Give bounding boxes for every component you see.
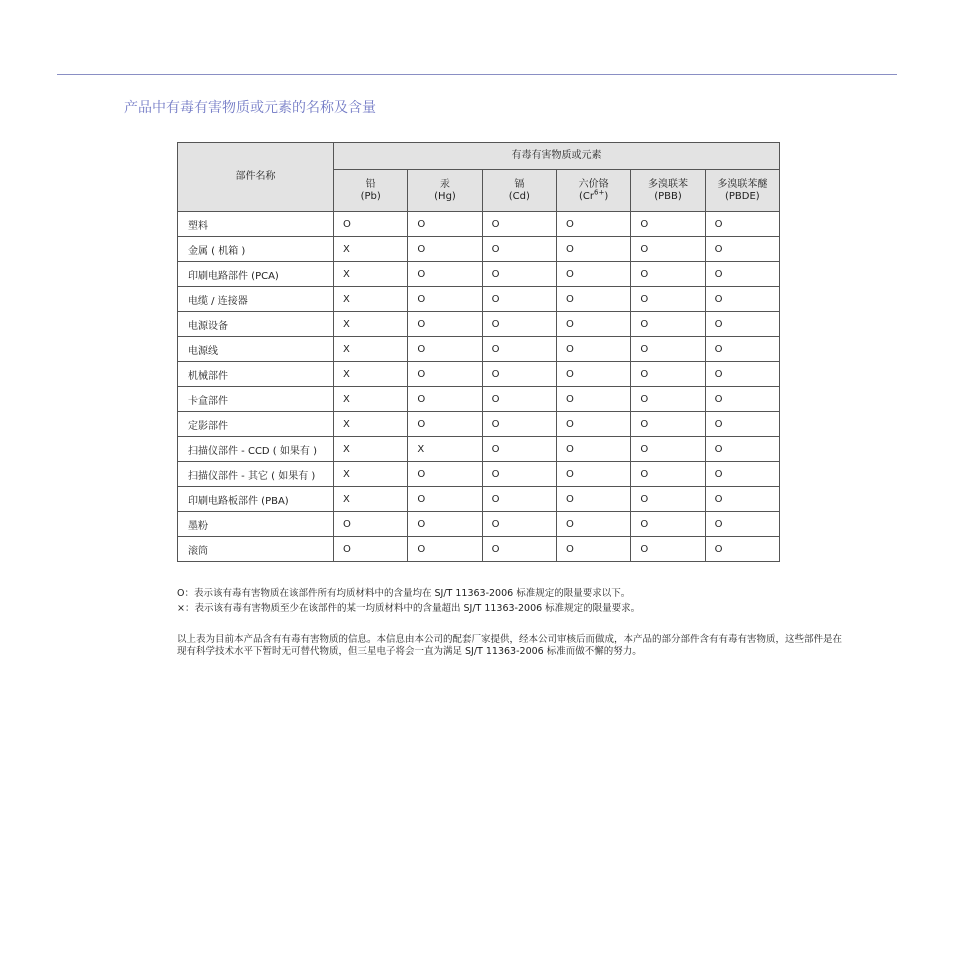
table-body	[178, 212, 780, 562]
element-header	[334, 170, 408, 212]
part-name-cell: 扫描仪部件 - CCD ( 如果有 )	[178, 437, 334, 462]
substance-status-cell: O	[482, 312, 556, 337]
element-header	[556, 170, 630, 212]
part-name-header: 部件名称	[178, 143, 334, 212]
substance-status-cell: O	[556, 262, 630, 287]
substance-status-cell: O	[705, 512, 779, 537]
substance-status-cell: O	[705, 487, 779, 512]
substance-status-cell: X	[334, 412, 408, 437]
substance-status-cell: O	[631, 262, 705, 287]
substance-group-header: 有毒有害物质或元素	[334, 143, 780, 170]
substance-status-cell: O	[556, 387, 630, 412]
substance-status-cell: O	[408, 387, 482, 412]
table-row	[178, 512, 780, 537]
substance-status-cell: O	[556, 412, 630, 437]
table-row	[178, 387, 780, 412]
substance-status-cell: O	[482, 462, 556, 487]
substance-status-cell: X	[334, 387, 408, 412]
substance-status-cell: X	[408, 437, 482, 462]
substance-status-cell: O	[408, 412, 482, 437]
substance-status-cell: O	[705, 387, 779, 412]
substance-status-cell: O	[705, 462, 779, 487]
substance-status-cell: O	[705, 412, 779, 437]
element-name: 汞	[439, 178, 450, 190]
substance-status-cell: O	[482, 412, 556, 437]
part-name-cell: 机械部件	[178, 362, 334, 387]
substance-status-cell: O	[705, 337, 779, 362]
element-header	[408, 170, 482, 212]
substance-status-cell: O	[408, 212, 482, 237]
substance-status-cell: O	[705, 262, 779, 287]
substance-status-cell: O	[705, 312, 779, 337]
substance-status-cell: O	[408, 237, 482, 262]
substance-status-cell: O	[482, 212, 556, 237]
substance-status-cell: O	[482, 387, 556, 412]
substance-status-cell: O	[556, 362, 630, 387]
substance-status-cell: X	[334, 337, 408, 362]
legend-note-x: ×：表示该有毒有害物质至少在该部件的某一均质材料中的含量超出 SJ/T 11363-2006 标准规定的限量要求。	[177, 603, 641, 614]
table-row	[178, 412, 780, 437]
substance-status-cell: X	[334, 262, 408, 287]
substance-status-cell: O	[631, 487, 705, 512]
substance-status-cell: O	[705, 287, 779, 312]
substance-status-cell: O	[408, 512, 482, 537]
substance-status-cell: O	[631, 312, 705, 337]
table-row	[178, 362, 780, 387]
part-name-cell: 塑料	[178, 212, 334, 237]
substance-status-cell: O	[556, 512, 630, 537]
part-name-cell: 电源设备	[178, 312, 334, 337]
hazardous-substances-table	[177, 142, 780, 562]
page-title: 产品中有毒有害物质或元素的名称及含量	[124, 100, 376, 116]
substance-status-cell: O	[334, 512, 408, 537]
element-symbol: (Cd)	[508, 190, 530, 202]
substance-status-cell: O	[631, 537, 705, 562]
substance-status-cell: O	[631, 462, 705, 487]
part-name-cell: 电缆 / 连接器	[178, 287, 334, 312]
substance-status-cell: O	[631, 287, 705, 312]
table-row	[178, 237, 780, 262]
table-row	[178, 337, 780, 362]
substance-status-cell: O	[556, 212, 630, 237]
substance-status-cell: X	[334, 287, 408, 312]
part-name-cell: 电源线	[178, 337, 334, 362]
substance-status-cell: O	[556, 312, 630, 337]
substance-status-cell: O	[705, 537, 779, 562]
substance-status-cell: O	[408, 362, 482, 387]
table-row	[178, 487, 780, 512]
substance-status-cell: O	[482, 487, 556, 512]
substance-status-cell: O	[334, 537, 408, 562]
element-name: 镉	[514, 178, 525, 190]
table-row	[178, 312, 780, 337]
substance-status-cell: O	[482, 537, 556, 562]
part-name-cell: 卡盒部件	[178, 387, 334, 412]
element-header	[631, 170, 705, 212]
substance-status-cell: O	[556, 462, 630, 487]
substance-status-cell: O	[408, 287, 482, 312]
substance-status-cell: O	[631, 437, 705, 462]
substance-status-cell: O	[482, 512, 556, 537]
top-divider	[57, 74, 897, 75]
substance-status-cell: O	[705, 212, 779, 237]
substance-status-cell: O	[482, 237, 556, 262]
part-name-cell: 扫描仪部件 - 其它 ( 如果有 )	[178, 462, 334, 487]
element-symbol-superscript: 6+	[594, 188, 605, 197]
substance-status-cell: X	[334, 487, 408, 512]
summary-paragraph: 以上表为目前本产品含有有毒有害物质的信息。本信息由本公司的配套厂家提供，经本公司审核后而做成，本产品的部分部件含有有毒有害物质，这些部件是在现有科学技术水平下暂时无可替代物质，但三星电子将会一直为满足 SJ/T 11363-2006 标准而做不懈的努力。	[177, 634, 843, 657]
substance-status-cell: O	[408, 462, 482, 487]
element-header	[482, 170, 556, 212]
substance-status-cell: O	[705, 437, 779, 462]
substance-status-cell: O	[631, 512, 705, 537]
table-row	[178, 462, 780, 487]
table-row	[178, 287, 780, 312]
substance-status-cell: O	[556, 487, 630, 512]
substance-status-cell: O	[482, 287, 556, 312]
table-row	[178, 262, 780, 287]
element-symbol: (Hg)	[434, 190, 456, 202]
substance-status-cell: O	[556, 237, 630, 262]
substance-status-cell: X	[334, 362, 408, 387]
part-name-cell: 金属 ( 机箱 )	[178, 237, 334, 262]
element-symbol	[557, 188, 630, 203]
substance-status-cell: O	[556, 337, 630, 362]
substance-status-cell: X	[334, 237, 408, 262]
legend-note-o: O：表示该有毒有害物质在该部件所有均质材料中的含量均在 SJ/T 11363-2006 标准规定的限量要求以下。	[177, 588, 631, 599]
substance-status-cell: X	[334, 437, 408, 462]
substance-status-cell: O	[482, 337, 556, 362]
substance-status-cell: O	[556, 537, 630, 562]
substance-status-cell: O	[482, 437, 556, 462]
table-row	[178, 437, 780, 462]
substance-status-cell: O	[705, 362, 779, 387]
substance-status-cell: X	[334, 462, 408, 487]
substance-status-cell: O	[631, 337, 705, 362]
substance-status-cell: O	[408, 262, 482, 287]
substance-status-cell: O	[482, 362, 556, 387]
substance-status-cell: O	[408, 537, 482, 562]
element-symbol: (PBDE)	[724, 190, 760, 202]
substance-status-cell: O	[631, 212, 705, 237]
element-symbol: (PBB)	[654, 190, 682, 202]
substance-status-cell: O	[556, 437, 630, 462]
element-name: 多溴联苯	[647, 178, 688, 190]
substance-status-cell: O	[631, 387, 705, 412]
part-name-cell: 定影部件	[178, 412, 334, 437]
element-symbol-base: (Cr	[579, 190, 595, 202]
part-name-cell: 滚筒	[178, 537, 334, 562]
substance-status-cell: O	[408, 487, 482, 512]
element-name: 六价铬	[578, 178, 609, 190]
substance-status-cell: O	[705, 237, 779, 262]
substance-status-cell: O	[408, 337, 482, 362]
substance-status-cell: O	[631, 237, 705, 262]
part-name-cell: 印刷电路板部件 (PBA)	[178, 487, 334, 512]
substance-status-cell: O	[556, 287, 630, 312]
table-row	[178, 537, 780, 562]
element-symbol: (Pb)	[360, 190, 381, 202]
legend-notes	[177, 586, 640, 616]
table-row	[178, 212, 780, 237]
element-header	[705, 170, 779, 212]
element-name: 多溴联苯醚	[717, 178, 768, 190]
substance-status-cell: O	[482, 262, 556, 287]
element-name: 铅	[365, 178, 376, 190]
part-name-cell: 印刷电路部件 (PCA)	[178, 262, 334, 287]
substance-status-cell: O	[631, 362, 705, 387]
substance-status-cell: O	[631, 412, 705, 437]
part-name-cell: 墨粉	[178, 512, 334, 537]
substance-status-cell: O	[334, 212, 408, 237]
substance-status-cell: O	[408, 312, 482, 337]
element-symbol-tail: )	[604, 190, 609, 202]
substance-status-cell: X	[334, 312, 408, 337]
